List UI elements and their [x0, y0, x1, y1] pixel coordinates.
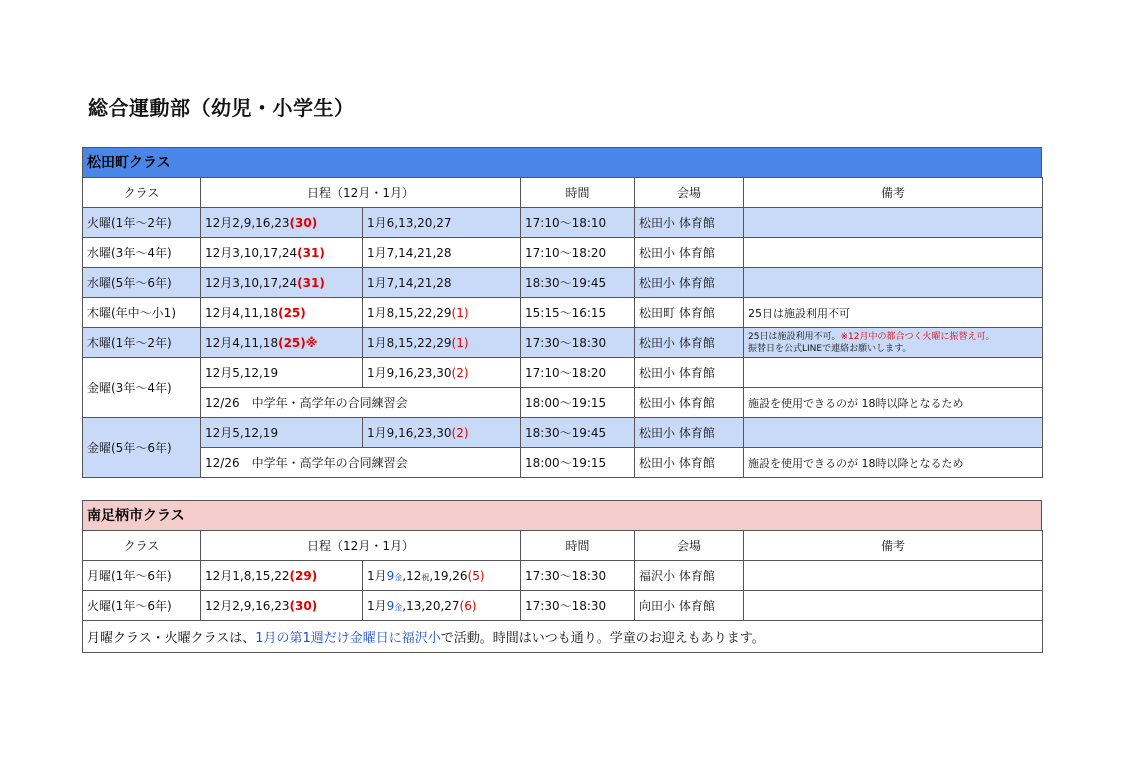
table-row — [83, 358, 1043, 388]
class-cell: 火曜(1年～6年) — [83, 591, 201, 621]
venue-cell: 松田小 体育館 — [635, 268, 744, 298]
jan-dates-cell: 1月7,14,21,28 — [363, 238, 521, 268]
dec-dates-cell: 12月4,11,18(25)※ — [201, 328, 363, 358]
joint-practice-cell: 12/26 中学年・高学年の合同練習会 — [201, 448, 521, 478]
time-cell: 18:00～19:15 — [521, 388, 635, 418]
time-cell: 17:30～18:30 — [521, 591, 635, 621]
minami-section — [82, 500, 1042, 653]
matsuda-schedule-table — [82, 177, 1043, 478]
venue-cell: 松田小 体育館 — [635, 448, 744, 478]
jan-dates-cell: 1月9,16,23,30(2) — [363, 358, 521, 388]
header-schedule: 日程（12月・1月） — [201, 531, 521, 561]
dec-dates-cell: 12月5,12,19 — [201, 358, 363, 388]
time-cell: 17:10～18:10 — [521, 208, 635, 238]
time-cell: 15:15～16:15 — [521, 298, 635, 328]
jan-dates-cell: 1月7,14,21,28 — [363, 268, 521, 298]
table-row — [83, 238, 1043, 268]
class-cell: 金曜(3年～4年) — [83, 358, 201, 418]
notes-cell — [744, 208, 1043, 238]
notes-cell — [744, 238, 1043, 268]
jan-dates-cell: 1月8,15,22,29(1) — [363, 328, 521, 358]
header-venue: 会場 — [635, 178, 744, 208]
class-cell: 水曜(3年～4年) — [83, 238, 201, 268]
notes-cell: 施設を使用できるのが 18時以降となるため — [744, 448, 1043, 478]
table-row — [83, 388, 1043, 418]
time-cell: 18:00～19:15 — [521, 448, 635, 478]
notes-cell — [744, 561, 1043, 591]
header-notes: 備考 — [744, 531, 1043, 561]
table-header-row — [83, 178, 1043, 208]
table-row — [83, 591, 1043, 621]
time-cell: 18:30～19:45 — [521, 268, 635, 298]
class-cell: 火曜(1年～2年) — [83, 208, 201, 238]
header-time: 時間 — [521, 178, 635, 208]
minami-section-title: 南足柄市クラス — [82, 500, 1042, 530]
jan-dates-cell: 1月9,16,23,30(2) — [363, 418, 521, 448]
page-title: 総合運動部（幼児・小学生） — [88, 96, 355, 120]
venue-cell: 福沢小 体育館 — [635, 561, 744, 591]
notes-cell — [744, 591, 1043, 621]
joint-practice-cell: 12/26 中学年・高学年の合同練習会 — [201, 388, 521, 418]
jan-dates-cell: 1月6,13,20,27 — [363, 208, 521, 238]
footnote-cell: 月曜クラス・火曜クラスは、1月の第1週だけ金曜日に福沢小で活動。時間はいつも通り。学童のお迎えもあります。 — [83, 621, 1043, 653]
dec-dates-cell: 12月2,9,16,23(30) — [201, 208, 363, 238]
table-row — [83, 298, 1043, 328]
class-cell: 木曜(年中～小1) — [83, 298, 201, 328]
time-cell: 17:10～18:20 — [521, 358, 635, 388]
table-row — [83, 448, 1043, 478]
table-row — [83, 208, 1043, 238]
time-cell: 17:30～18:30 — [521, 328, 635, 358]
venue-cell: 松田小 体育館 — [635, 388, 744, 418]
matsuda-section — [82, 147, 1042, 478]
matsuda-section-title: 松田町クラス — [82, 147, 1042, 177]
table-row — [83, 268, 1043, 298]
table-row — [83, 561, 1043, 591]
table-header-row — [83, 531, 1043, 561]
dec-dates-cell: 12月5,12,19 — [201, 418, 363, 448]
jan-dates-cell: 1月9金,12祝,19,26(5) — [363, 561, 521, 591]
table-row — [83, 418, 1043, 448]
dec-dates-cell: 12月4,11,18(25) — [201, 298, 363, 328]
venue-cell: 松田小 体育館 — [635, 208, 744, 238]
class-cell: 木曜(1年～2年) — [83, 328, 201, 358]
header-schedule: 日程（12月・1月） — [201, 178, 521, 208]
header-class: クラス — [83, 178, 201, 208]
class-cell: 金曜(5年～6年) — [83, 418, 201, 478]
time-cell: 17:10～18:20 — [521, 238, 635, 268]
notes-cell: 施設を使用できるのが 18時以降となるため — [744, 388, 1043, 418]
footnote-row — [83, 621, 1043, 653]
notes-cell — [744, 418, 1043, 448]
notes-cell: 25日は施設利用不可 — [744, 298, 1043, 328]
notes-cell — [744, 268, 1043, 298]
jan-dates-cell: 1月8,15,22,29(1) — [363, 298, 521, 328]
dec-dates-cell: 12月3,10,17,24(31) — [201, 238, 363, 268]
venue-cell: 松田小 体育館 — [635, 418, 744, 448]
venue-cell: 松田町 体育館 — [635, 298, 744, 328]
header-notes: 備考 — [744, 178, 1043, 208]
dec-dates-cell: 12月3,10,17,24(31) — [201, 268, 363, 298]
venue-cell: 松田小 体育館 — [635, 238, 744, 268]
header-class: クラス — [83, 531, 201, 561]
header-venue: 会場 — [635, 531, 744, 561]
header-time: 時間 — [521, 531, 635, 561]
class-cell: 月曜(1年～6年) — [83, 561, 201, 591]
notes-cell: 25日は施設利用不可。※12月中の都合つく火曜に振替え可。 振替日を公式LINEで連絡お願いします。 — [744, 328, 1043, 358]
time-cell: 18:30～19:45 — [521, 418, 635, 448]
dec-dates-cell: 12月2,9,16,23(30) — [201, 591, 363, 621]
minami-schedule-table — [82, 530, 1043, 653]
venue-cell: 向田小 体育館 — [635, 591, 744, 621]
dec-dates-cell: 12月1,8,15,22(29) — [201, 561, 363, 591]
notes-cell — [744, 358, 1043, 388]
class-cell: 水曜(5年～6年) — [83, 268, 201, 298]
jan-dates-cell: 1月9金,13,20,27(6) — [363, 591, 521, 621]
time-cell: 17:30～18:30 — [521, 561, 635, 591]
table-row — [83, 328, 1043, 358]
venue-cell: 松田小 体育館 — [635, 358, 744, 388]
venue-cell: 松田小 体育館 — [635, 328, 744, 358]
